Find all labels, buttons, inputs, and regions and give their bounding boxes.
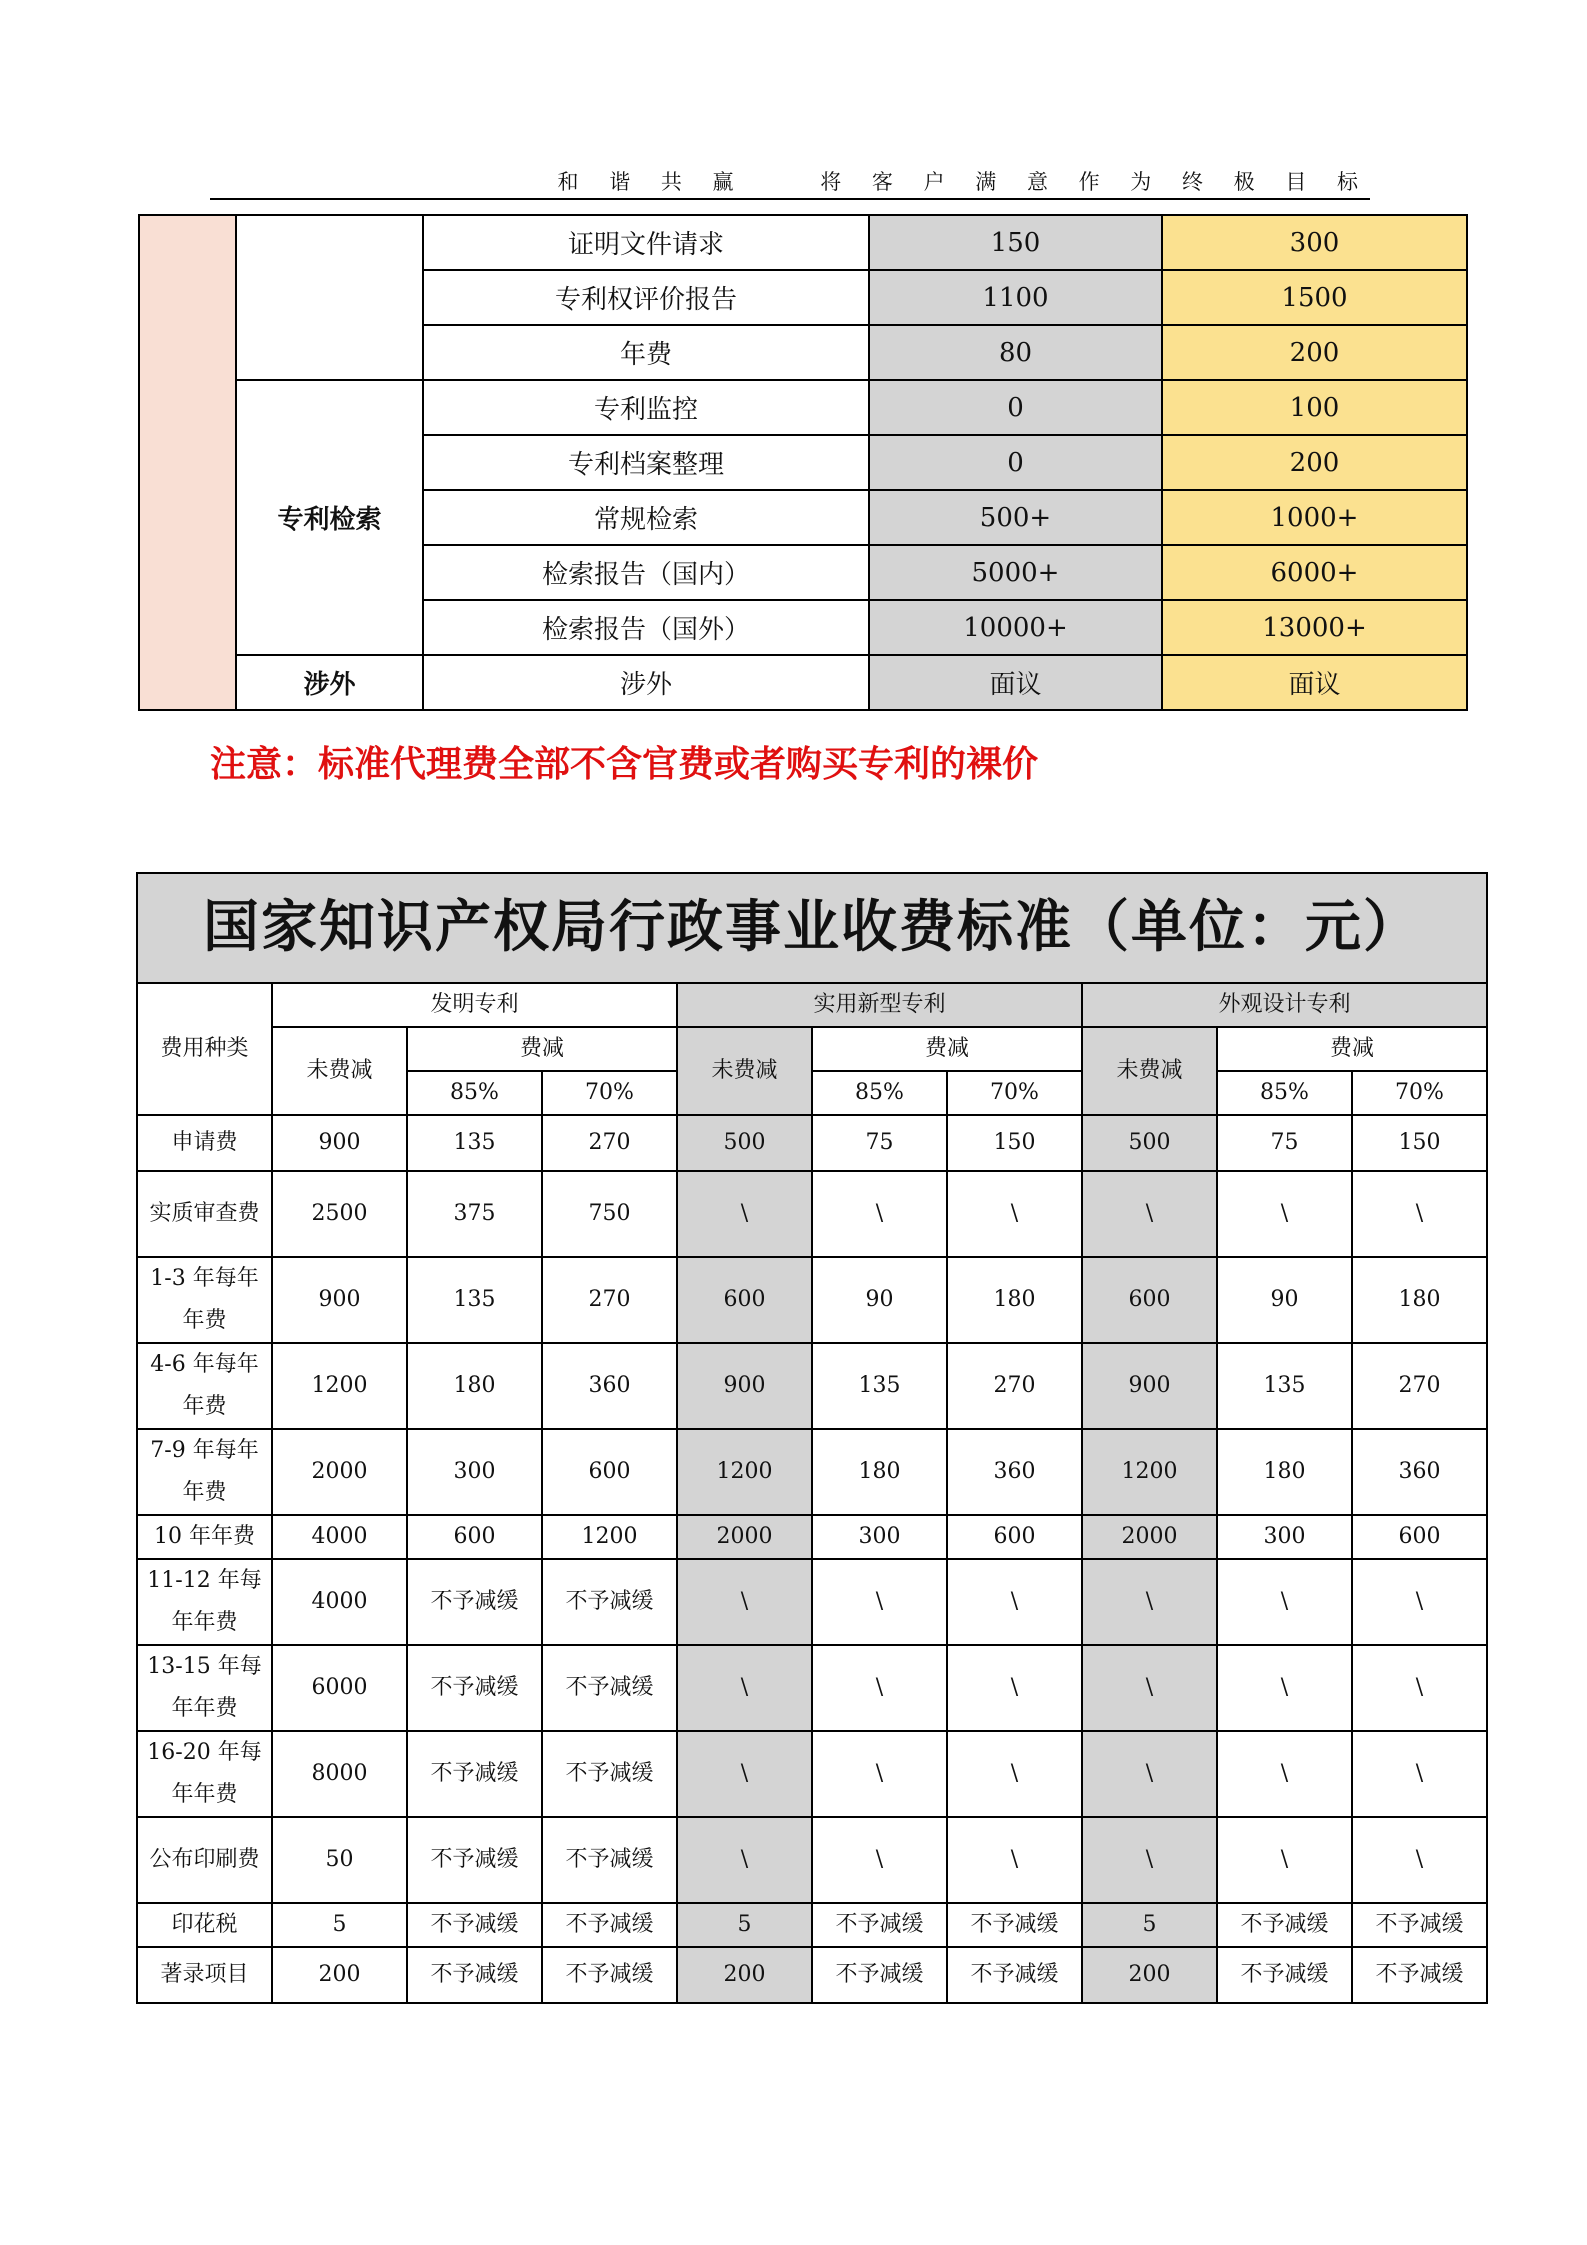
- fee-value-cell: 2000: [1082, 1515, 1217, 1559]
- fee-value-cell: 不予减缓: [1352, 1903, 1487, 1947]
- fee-label-cell: 16-20 年每年年费: [137, 1731, 272, 1817]
- fee-value-cell: 不予减缓: [407, 1817, 542, 1903]
- fee-value-cell: 270: [1352, 1343, 1487, 1429]
- item-cell: 专利档案整理: [423, 435, 869, 490]
- fee-value-cell: 900: [272, 1115, 407, 1171]
- table-row: [139, 380, 1467, 435]
- fee-value-cell: \: [947, 1645, 1082, 1731]
- table-title: 国家知识产权局行政事业收费标准（单位：元）: [137, 873, 1487, 983]
- fee-value-cell: 135: [1217, 1343, 1352, 1429]
- fee-value-cell: 360: [947, 1429, 1082, 1515]
- fee-value-cell: \: [1082, 1171, 1217, 1257]
- fee-label-cell: 申请费: [137, 1115, 272, 1171]
- fee-value-cell: 5: [677, 1903, 812, 1947]
- table-row: [139, 655, 1467, 710]
- high-price-cell: 13000+: [1162, 600, 1467, 655]
- low-price-cell: 10000+: [869, 600, 1162, 655]
- fee-value-cell: \: [947, 1731, 1082, 1817]
- fee-value-cell: 500: [1082, 1115, 1217, 1171]
- fee-value-cell: \: [677, 1559, 812, 1645]
- fee-value-cell: \: [1217, 1731, 1352, 1817]
- low-price-cell: 150: [869, 215, 1162, 270]
- fee-value-cell: 600: [542, 1429, 677, 1515]
- fee-value-cell: 600: [677, 1257, 812, 1343]
- fee-value-cell: 4000: [272, 1559, 407, 1645]
- low-price-cell: 1100: [869, 270, 1162, 325]
- high-price-cell: 1500: [1162, 270, 1467, 325]
- fee-value-cell: 5: [1082, 1903, 1217, 1947]
- category-patent-search: 专利检索: [236, 380, 423, 655]
- pct70-header: 70%: [542, 1071, 677, 1115]
- fee-value-cell: 75: [1217, 1115, 1352, 1171]
- reduction-header: 费减: [812, 1027, 1082, 1071]
- fee-value-cell: 600: [1352, 1515, 1487, 1559]
- fee-value-cell: 不予减缓: [812, 1903, 947, 1947]
- high-price-cell: 200: [1162, 435, 1467, 490]
- fee-value-cell: 150: [947, 1115, 1082, 1171]
- fee-value-cell: 135: [407, 1115, 542, 1171]
- fee-value-cell: 不予减缓: [542, 1817, 677, 1903]
- item-cell: 专利监控: [423, 380, 869, 435]
- item-cell: 涉外: [423, 655, 869, 710]
- fee-value-cell: 2500: [272, 1171, 407, 1257]
- fee-value-cell: 180: [1217, 1429, 1352, 1515]
- fee-value-cell: 不予减缓: [407, 1903, 542, 1947]
- fee-value-cell: \: [812, 1171, 947, 1257]
- fee-value-cell: 1200: [272, 1343, 407, 1429]
- fee-value-cell: \: [1352, 1171, 1487, 1257]
- fee-value-cell: \: [812, 1817, 947, 1903]
- fee-label-cell: 10 年年费: [137, 1515, 272, 1559]
- fee-value-cell: \: [1217, 1171, 1352, 1257]
- fee-type-header: 费用种类: [137, 983, 272, 1115]
- fee-label-cell: 著录项目: [137, 1947, 272, 2003]
- fee-value-cell: 360: [542, 1343, 677, 1429]
- fee-label-cell: 印花税: [137, 1903, 272, 1947]
- fee-value-cell: 900: [1082, 1343, 1217, 1429]
- fee-value-cell: 270: [947, 1343, 1082, 1429]
- table-row: [137, 1115, 1487, 1171]
- group-utility-header: 实用新型专利: [677, 983, 1082, 1027]
- fee-value-cell: 不予减缓: [947, 1947, 1082, 2003]
- table-row: [137, 1515, 1487, 1559]
- fee-value-cell: \: [812, 1559, 947, 1645]
- item-cell: 检索报告（国内）: [423, 545, 869, 600]
- pricing-notice: 注意：标准代理费全部不含官费或者购买专利的裸价: [210, 743, 1039, 785]
- fee-value-cell: 不予减缓: [812, 1947, 947, 2003]
- fee-value-cell: 2000: [677, 1515, 812, 1559]
- fee-value-cell: 6000: [272, 1645, 407, 1731]
- fee-value-cell: 135: [407, 1257, 542, 1343]
- fee-value-cell: 50: [272, 1817, 407, 1903]
- low-price-cell: 5000+: [869, 545, 1162, 600]
- item-cell: 年费: [423, 325, 869, 380]
- title-row: [137, 873, 1487, 983]
- fee-value-cell: 300: [1217, 1515, 1352, 1559]
- fee-value-cell: \: [1217, 1817, 1352, 1903]
- fee-label-cell: 7-9 年每年年费: [137, 1429, 272, 1515]
- fee-value-cell: 270: [542, 1115, 677, 1171]
- group-invention-header: 发明专利: [272, 983, 677, 1027]
- fee-value-cell: \: [677, 1817, 812, 1903]
- low-price-cell: 面议: [869, 655, 1162, 710]
- fee-value-cell: 不予减缓: [1217, 1903, 1352, 1947]
- fee-value-cell: 200: [677, 1947, 812, 2003]
- fee-value-cell: 90: [812, 1257, 947, 1343]
- header-slogan: 和 谐 共 赢 将 客 户 满 意 作 为 终 极 目 标: [557, 170, 1370, 194]
- fee-value-cell: 600: [407, 1515, 542, 1559]
- fee-value-cell: 900: [677, 1343, 812, 1429]
- pct85-header: 85%: [1217, 1071, 1352, 1115]
- fee-value-cell: 1200: [542, 1515, 677, 1559]
- fee-value-cell: 300: [407, 1429, 542, 1515]
- fee-value-cell: 不予减缓: [542, 1947, 677, 2003]
- fee-value-cell: 270: [542, 1257, 677, 1343]
- fee-value-cell: \: [1082, 1559, 1217, 1645]
- table-row: [137, 1171, 1487, 1257]
- empty-category-cell: [236, 215, 423, 380]
- item-cell: 常规检索: [423, 490, 869, 545]
- table-row: [137, 1903, 1487, 1947]
- category-foreign: 涉外: [236, 655, 423, 710]
- high-price-cell: 面议: [1162, 655, 1467, 710]
- item-cell: 检索报告（国外）: [423, 600, 869, 655]
- fee-value-cell: 不予减缓: [407, 1947, 542, 2003]
- fee-value-cell: \: [1352, 1731, 1487, 1817]
- fee-value-cell: 4000: [272, 1515, 407, 1559]
- fee-label-cell: 1-3 年每年年费: [137, 1257, 272, 1343]
- table-row: [137, 1817, 1487, 1903]
- low-price-cell: 80: [869, 325, 1162, 380]
- fee-value-cell: 900: [272, 1257, 407, 1343]
- fee-value-cell: 不予减缓: [542, 1731, 677, 1817]
- no-reduction-header: 未费减: [677, 1027, 812, 1115]
- low-price-cell: 500+: [869, 490, 1162, 545]
- fee-value-cell: 1200: [677, 1429, 812, 1515]
- fee-value-cell: 135: [812, 1343, 947, 1429]
- fee-value-cell: 200: [272, 1947, 407, 2003]
- table-row: [137, 1731, 1487, 1817]
- reduction-header: 费减: [407, 1027, 677, 1071]
- fee-value-cell: 不予减缓: [407, 1645, 542, 1731]
- pct70-header: 70%: [1352, 1071, 1487, 1115]
- fee-value-cell: \: [812, 1731, 947, 1817]
- high-price-cell: 200: [1162, 325, 1467, 380]
- fee-value-cell: \: [812, 1645, 947, 1731]
- fee-value-cell: \: [677, 1731, 812, 1817]
- high-price-cell: 6000+: [1162, 545, 1467, 600]
- fee-value-cell: 180: [812, 1429, 947, 1515]
- fee-value-cell: 2000: [272, 1429, 407, 1515]
- fee-value-cell: \: [677, 1645, 812, 1731]
- fee-value-cell: 360: [1352, 1429, 1487, 1515]
- fee-label-cell: 公布印刷费: [137, 1817, 272, 1903]
- fee-value-cell: \: [947, 1559, 1082, 1645]
- fee-label-cell: 实质审查费: [137, 1171, 272, 1257]
- high-price-cell: 100: [1162, 380, 1467, 435]
- low-price-cell: 0: [869, 435, 1162, 490]
- fee-value-cell: 不予减缓: [407, 1731, 542, 1817]
- low-price-cell: 0: [869, 380, 1162, 435]
- fee-value-cell: \: [1082, 1731, 1217, 1817]
- table-row: [137, 1343, 1487, 1429]
- pct70-header: 70%: [947, 1071, 1082, 1115]
- fee-label-cell: 4-6 年每年年费: [137, 1343, 272, 1429]
- high-price-cell: 1000+: [1162, 490, 1467, 545]
- no-reduction-header: 未费减: [272, 1027, 407, 1115]
- fee-value-cell: 600: [1082, 1257, 1217, 1343]
- fee-label-cell: 11-12 年每年年费: [137, 1559, 272, 1645]
- fee-value-cell: \: [1352, 1559, 1487, 1645]
- fee-value-cell: \: [1217, 1559, 1352, 1645]
- fee-value-cell: \: [1082, 1645, 1217, 1731]
- side-bar-cell: [139, 215, 236, 710]
- fee-value-cell: 75: [812, 1115, 947, 1171]
- agency-fee-table: [138, 214, 1468, 711]
- fee-value-cell: 1200: [1082, 1429, 1217, 1515]
- table-row: [139, 215, 1467, 270]
- fee-value-cell: 300: [812, 1515, 947, 1559]
- pct85-header: 85%: [407, 1071, 542, 1115]
- fee-value-cell: 不予减缓: [542, 1645, 677, 1731]
- group-design-header: 外观设计专利: [1082, 983, 1487, 1027]
- fee-value-cell: 不予减缓: [1352, 1947, 1487, 2003]
- fee-table-body: [137, 1115, 1487, 2003]
- fee-value-cell: 不予减缓: [542, 1559, 677, 1645]
- fee-value-cell: 不予减缓: [947, 1903, 1082, 1947]
- page-header: [210, 160, 1370, 200]
- header-row: [137, 1027, 1487, 1071]
- no-reduction-header: 未费减: [1082, 1027, 1217, 1115]
- fee-value-cell: 不予减缓: [1217, 1947, 1352, 2003]
- fee-value-cell: 90: [1217, 1257, 1352, 1343]
- item-cell: 专利权评价报告: [423, 270, 869, 325]
- fee-value-cell: 180: [1352, 1257, 1487, 1343]
- table-row: [137, 1559, 1487, 1645]
- fee-value-cell: \: [677, 1171, 812, 1257]
- fee-value-cell: \: [947, 1817, 1082, 1903]
- fee-value-cell: 5: [272, 1903, 407, 1947]
- high-price-cell: 300: [1162, 215, 1467, 270]
- fee-value-cell: \: [1082, 1817, 1217, 1903]
- fee-value-cell: 180: [947, 1257, 1082, 1343]
- fee-value-cell: \: [1352, 1817, 1487, 1903]
- fee-value-cell: 150: [1352, 1115, 1487, 1171]
- fee-value-cell: \: [947, 1171, 1082, 1257]
- reduction-header: 费减: [1217, 1027, 1487, 1071]
- fee-label-cell: 13-15 年每年年费: [137, 1645, 272, 1731]
- fee-value-cell: 200: [1082, 1947, 1217, 2003]
- item-cell: 证明文件请求: [423, 215, 869, 270]
- fee-value-cell: 750: [542, 1171, 677, 1257]
- fee-value-cell: \: [1217, 1645, 1352, 1731]
- table-row: [137, 1257, 1487, 1343]
- fee-value-cell: 500: [677, 1115, 812, 1171]
- fee-value-cell: \: [1352, 1645, 1487, 1731]
- fee-value-cell: 不予减缓: [542, 1903, 677, 1947]
- table-row: [137, 1947, 1487, 2003]
- fee-value-cell: 375: [407, 1171, 542, 1257]
- fee-value-cell: 180: [407, 1343, 542, 1429]
- table-row: [137, 1645, 1487, 1731]
- fee-value-cell: 不予减缓: [407, 1559, 542, 1645]
- pct85-header: 85%: [812, 1071, 947, 1115]
- table-row: [137, 1429, 1487, 1515]
- fee-value-cell: 8000: [272, 1731, 407, 1817]
- official-fee-table: [136, 872, 1488, 2004]
- fee-value-cell: 600: [947, 1515, 1082, 1559]
- header-row: [137, 983, 1487, 1027]
